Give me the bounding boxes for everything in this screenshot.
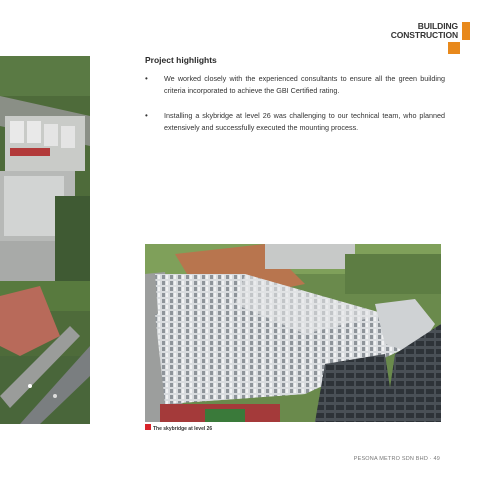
bullet-icon: • (145, 111, 148, 120)
list-item (145, 73, 445, 97)
bullet-icon: • (145, 74, 148, 83)
tag-accent-square (448, 42, 460, 54)
section-tag (391, 22, 458, 40)
caption-marker (145, 424, 151, 430)
list-item (145, 110, 445, 134)
list-item-text: We worked closely with the experienced consultants to ensure all the green building criteria incorporated to achieve the GBI Certified rating. (164, 74, 445, 95)
aerial-photo (0, 56, 90, 424)
project-highlights (145, 55, 445, 147)
highlights-list (145, 73, 445, 134)
list-item-text: Installing a skybridge at level 26 was challenging to our technical team, who planned extensively and successfully executed the mounting process. (164, 111, 445, 132)
photo-caption: The skybridge at level 26 (153, 426, 213, 432)
section-tag-line2: CONSTRUCTION (390, 30, 458, 40)
tag-accent-bar (462, 22, 470, 40)
skybridge-photo (145, 244, 441, 422)
highlights-title: Project highlights (145, 55, 217, 65)
section-tag-line1: BUILDING (417, 21, 458, 31)
page-footer: PESONA METRO SDN BHD · 49 (353, 456, 440, 462)
